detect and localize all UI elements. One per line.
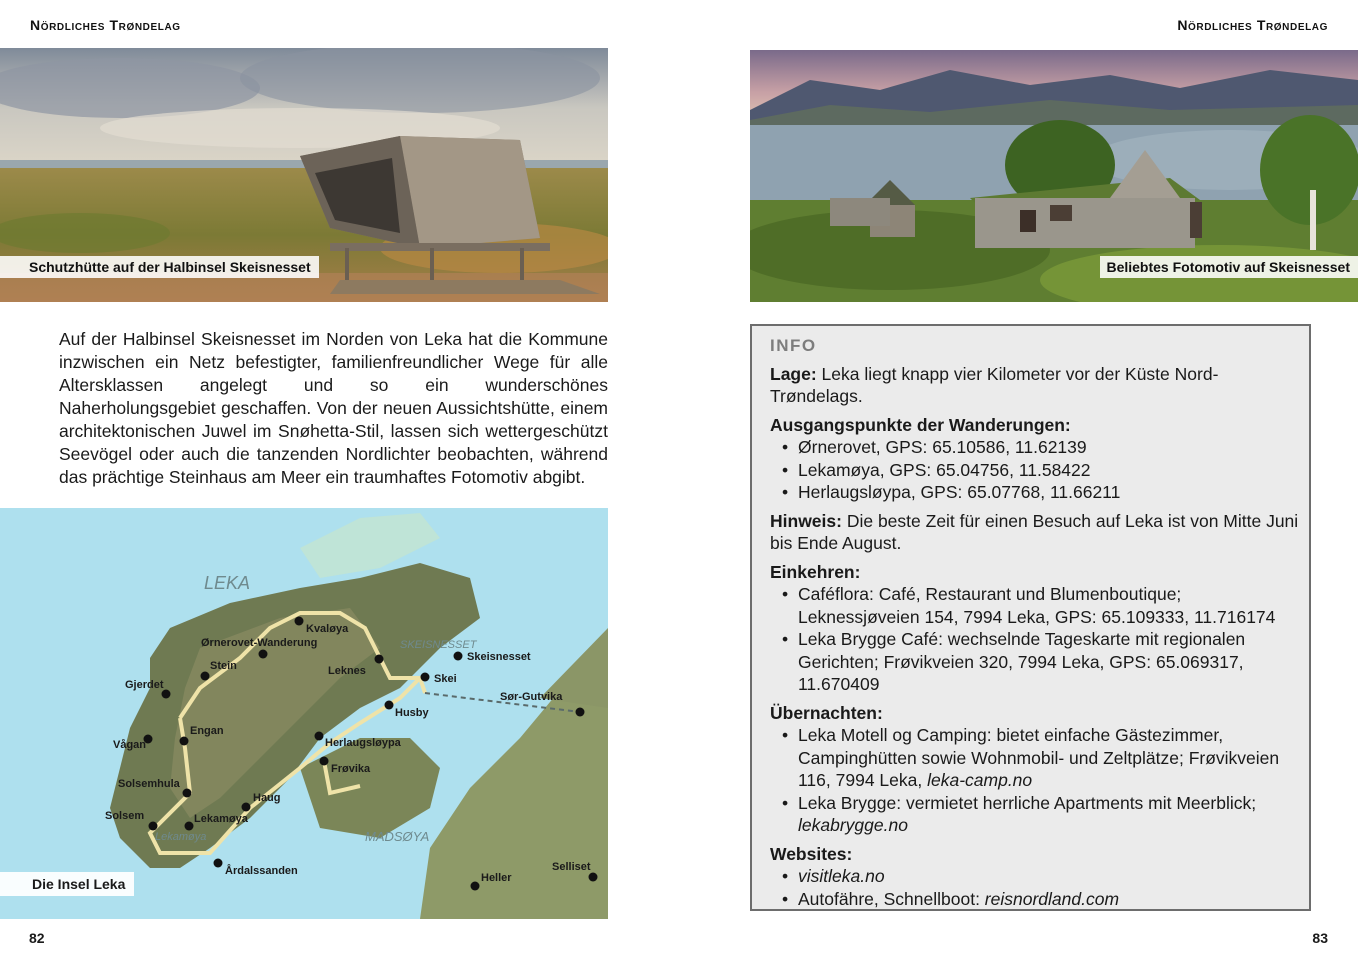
- map-point-engan: [180, 737, 189, 746]
- place-label-ardalssanden: Årdalssanden: [225, 865, 298, 877]
- uebernachten-label: Übernachten:: [770, 702, 883, 723]
- region-label-madsoya: MADSØYA: [365, 829, 430, 844]
- map-point-leknes: [375, 655, 384, 664]
- ausgangspunkte-label: Ausgangspunkte der Wanderungen:: [770, 414, 1071, 435]
- hinweis-text: Die beste Zeit für einen Besuch auf Leka ist von Mitte Juni bis Ende August.: [770, 510, 1299, 553]
- place-label-solsemhula: Solsemhula: [118, 778, 180, 790]
- websites-item: [770, 888, 1300, 911]
- place-label-lekamoya: Lekamøya: [194, 813, 248, 825]
- ausgangspunkt-item: • Herlaugsløypa, GPS: 65.07768, 11.66211: [770, 481, 1300, 504]
- leka-map-graphic: [0, 508, 608, 919]
- website-link-visitleka[interactable]: visitleka.no: [798, 866, 885, 886]
- map-leka: [0, 508, 608, 919]
- body-paragraph: Auf der Halbinsel Skeisnesset im Norden von Leka hat die Kommune inzwischen ein Netz befestigter, familienfreundlicher Wege für alle Altersklassen angelegt und so ein wunderschönes Naherholungsgebiet geschaffen. Von der neuen Aussichtshütte, einem architektonischen Juwel im Snøhetta-Stil, lassen sich wettergeschützt Seevögel oder auch die tanzenden Nordlichter beobachten, während das prächtige Steinhaus am Meer ein traumhaftes Fotomotiv abgibt.: [59, 329, 608, 487]
- map-point-stein: [201, 672, 210, 681]
- map-point-ardalssanden: [214, 859, 223, 868]
- info-section-websites: [770, 843, 1300, 911]
- info-section-uebernachten: [770, 702, 1300, 837]
- map-point-ornerovet: [259, 650, 268, 659]
- map-point-kvaloya: [295, 617, 304, 626]
- map-point-lekamoya: [185, 822, 194, 831]
- einkehren-item: • Leka Brygge Café: wechselnde Tageskarte mit regionalen Gerichten; Frøvikveien 320, 7994 Leka, GPS: 65.069317, 11.670409: [770, 628, 1300, 696]
- place-label-vagan: Vågan: [113, 739, 147, 751]
- websites-item: [770, 865, 1300, 888]
- map-point-skeisnesset: [454, 652, 463, 661]
- map-point-heller: [471, 882, 480, 891]
- photo-caption-stone-house: Beliebtes Fotomotiv auf Skeisnesset: [1100, 256, 1358, 278]
- place-label-frovika: Frøvika: [331, 763, 371, 775]
- ausgangspunkt-item: • Ørnerovet, GPS: 65.10586, 11.62139: [770, 436, 1300, 459]
- place-label-stein: Stein: [210, 660, 237, 672]
- page-number-left: 82: [29, 930, 45, 946]
- photo-caption-shelter: Schutzhütte auf der Halbinsel Skeisnesset: [0, 256, 319, 278]
- uebernachten-item: [770, 724, 1300, 792]
- place-label-skei: Skei: [434, 673, 457, 685]
- einkehren-label: Einkehren:: [770, 561, 861, 582]
- page-number-right: 83: [1312, 930, 1328, 946]
- map-point-solsemhula: [183, 789, 192, 798]
- uebernachten-item: [770, 792, 1300, 837]
- websites-text: Autofähre, Schnellboot:: [798, 888, 985, 909]
- info-section-einkehren: [770, 561, 1300, 696]
- place-label-engan: Engan: [190, 725, 224, 737]
- lage-text: Leka liegt knapp vier Kilometer vor der Küste Nord-Trøndelags.: [770, 363, 1219, 406]
- place-label-ornerovet: Ørnerovet-Wanderung: [201, 637, 318, 649]
- einkehren-item: • Caféflora: Café, Restaurant und Blumenboutique; Leknessjøveien 154, 7994 Leka, GPS: 65.109333, 11.716174: [770, 583, 1300, 628]
- website-link-leka-camp[interactable]: leka-camp.no: [927, 770, 1033, 790]
- place-label-solsem: Solsem: [105, 810, 145, 822]
- map-point-skei: [421, 673, 430, 682]
- map-point-solsem: [149, 822, 158, 831]
- map-point-frovika: [320, 757, 329, 766]
- map-caption: Die Insel Leka: [0, 872, 134, 896]
- hinweis-label: Hinweis:: [770, 510, 842, 531]
- uebernachten-text: Leka Brygge: vermietet herrliche Apartments mit Meerblick;: [798, 792, 1257, 813]
- website-link-reisnordland[interactable]: reisnordland.com: [984, 888, 1120, 909]
- info-section-ausgangspunkte: [770, 414, 1300, 504]
- info-section-lage: [770, 363, 1300, 408]
- running-head-left: Nördliches Trøndelag: [30, 17, 181, 33]
- info-section-hinweis: [770, 510, 1300, 555]
- place-label-gjerdet: Gjerdet: [125, 679, 164, 691]
- region-label-skeisnesset: SKEISNESSET: [400, 639, 477, 651]
- websites-label: Websites:: [770, 843, 853, 864]
- map-point-haug: [242, 803, 251, 812]
- place-label-selliset: Selliset: [552, 861, 591, 873]
- lage-label: Lage:: [770, 363, 817, 384]
- region-label-leka: LEKA: [204, 573, 251, 593]
- ausgangspunkt-item: • Lekamøya, GPS: 65.04756, 11.58422: [770, 459, 1300, 482]
- uebernachten-text: Leka Motell og Camping: bietet einfache Gästezimmer, Campinghütten sowie Wohnmobil- und Zeltplätze; Frøvikveien 116, 7994 Leka,: [798, 725, 1280, 790]
- place-label-skeisnesset: Skeisnesset: [467, 651, 531, 663]
- map-point-herlaugsloypa: [315, 732, 324, 741]
- map-point-sor-gutvika: [576, 708, 585, 717]
- info-heading: INFO: [770, 336, 817, 355]
- map-point-selliset: [589, 873, 598, 882]
- place-label-sor-gutvika: Sør-Gutvika: [500, 691, 563, 703]
- place-label-leknes: Leknes: [328, 665, 366, 677]
- place-label-heller: Heller: [481, 872, 512, 884]
- region-label-lekamoya: Lekamøya: [155, 831, 207, 843]
- place-label-kvaloya: Kvaløya: [306, 623, 349, 635]
- place-label-haug: Haug: [253, 792, 281, 804]
- website-link-lekabrygge[interactable]: lekabrygge.no: [798, 815, 908, 835]
- running-head-right: Nördliches Trøndelag: [1177, 17, 1328, 33]
- info-box: [750, 324, 1311, 911]
- place-label-husby: Husby: [395, 707, 429, 719]
- map-point-husby: [385, 701, 394, 710]
- place-label-herlaugsloypa: Herlaugsløypa: [325, 737, 401, 749]
